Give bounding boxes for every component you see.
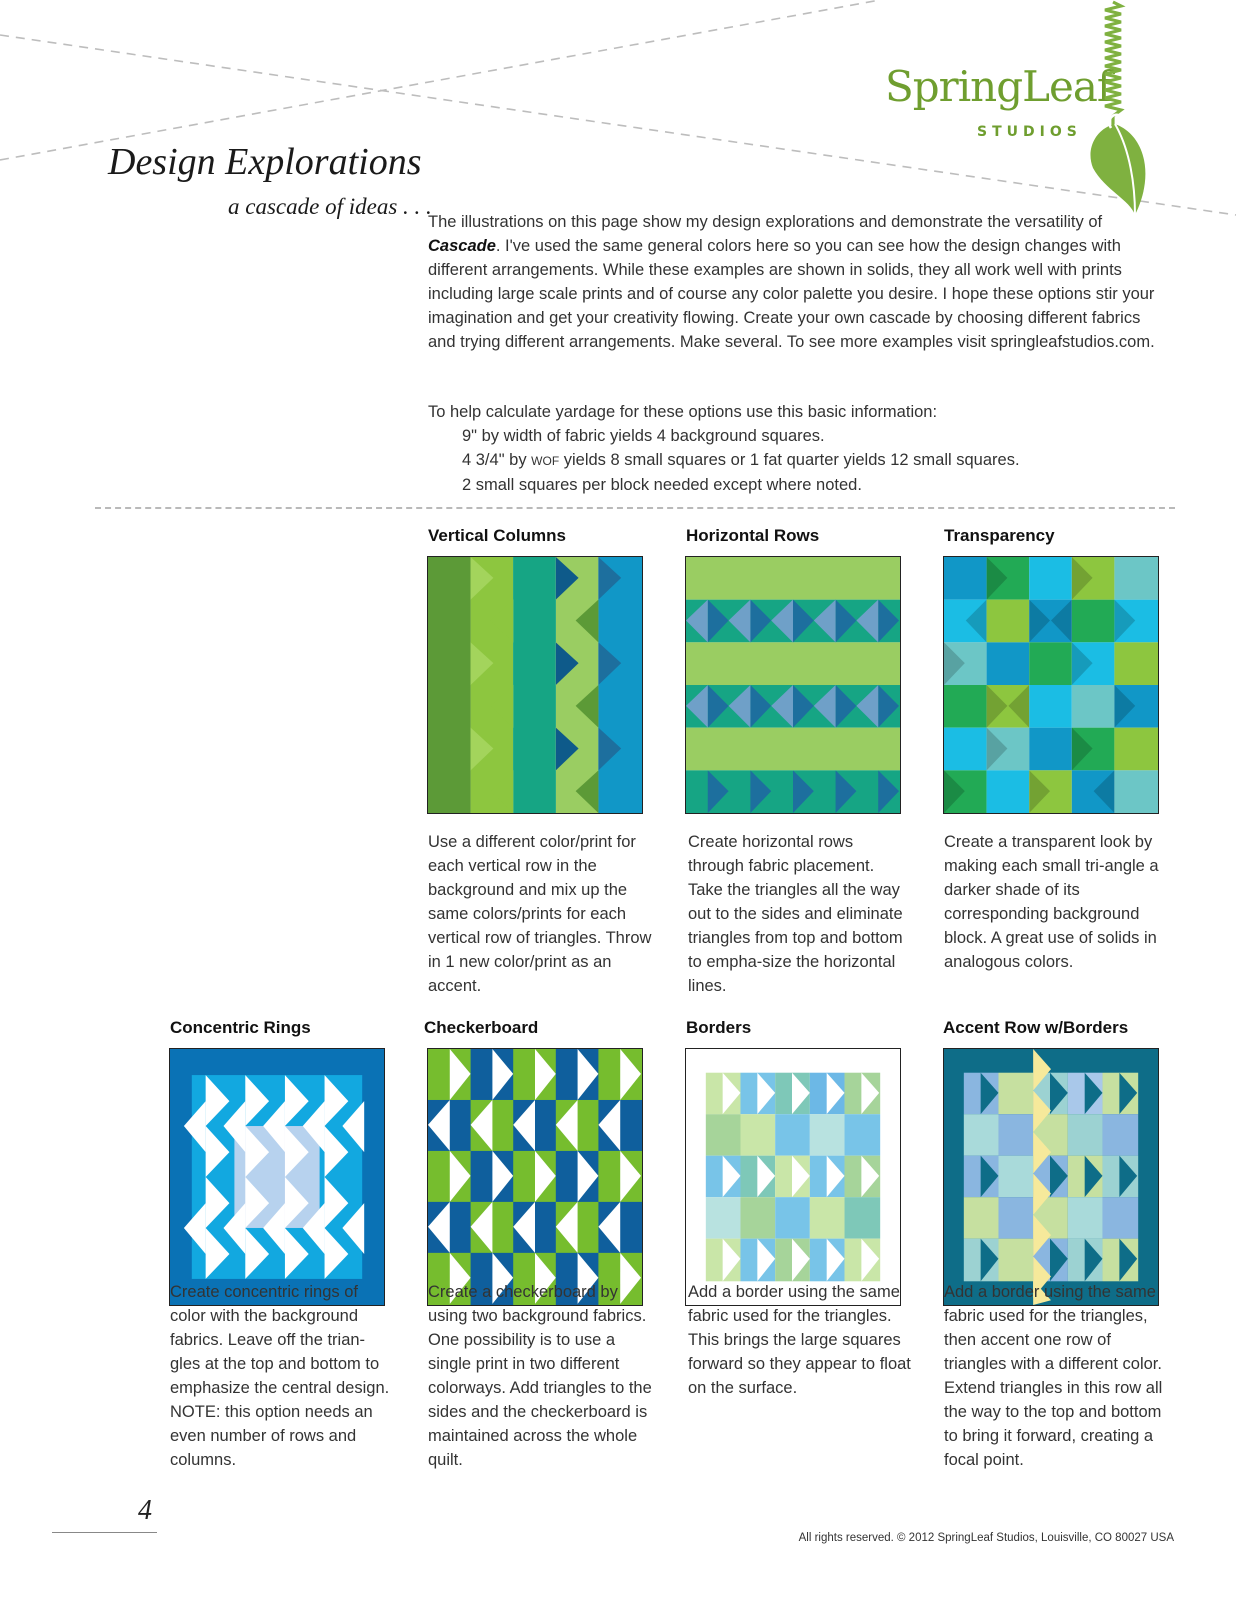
yardage-line-2 — [428, 448, 1168, 473]
page-subtitle: a cascade of ideas . . . — [228, 194, 432, 219]
vertical-columns-text: Use a different color/print for each vertical row in the background and mix up the same colors/prints for each vertical row of triangles. Throw in 1 new color/print as an accent. — [428, 833, 652, 995]
intro-emphasis: Cascade — [428, 237, 496, 255]
intro-paragraph — [428, 210, 1168, 354]
yardage-line-2a: 4 3/4" by — [462, 451, 532, 469]
borders-title: Borders — [686, 1018, 752, 1037]
spring-leaf-icon — [1085, 0, 1205, 240]
intro-text-before: The illustrations on this page show my design explorations and demonstrate the versatility of — [428, 213, 1103, 231]
intro-text-after: . I've used the same general colors here so you can see how the design changes with different arrangements. While these examples are shown in solids, they all work well with prints including large scale prints and of course any color palette you desire. I hope these options stir your imagination and get your creativity flowing. Create your own cascade by choosing different fabrics and trying different arrangements. Make several. To see more examples visit springleafstudios.com. — [428, 237, 1155, 351]
yardage-info — [428, 400, 1168, 497]
springleaf-logo — [880, 0, 1236, 245]
transparency-title: Transparency — [944, 526, 1055, 545]
checkerboard-text: Create a checkerboard by using two background fabrics. One possibility is to use a single print in two different colorways. Add triangles to the sides and the checkerboard is maintained across the whole quilt. — [428, 1283, 652, 1469]
yardage-wof: WOF — [531, 454, 560, 468]
transparency-text: Create a transparent look by making each small tri-angle a darker shade of its corresponding background block. A great use of solids in analogous colors. — [944, 833, 1159, 971]
transparency-quilt — [943, 556, 1159, 814]
concentric-rings-quilt — [169, 1048, 385, 1306]
logo-studios: STUDIOS — [977, 124, 1082, 140]
checkerboard-title: Checkerboard — [424, 1018, 539, 1037]
page-number: 4 — [138, 1495, 152, 1526]
concentric-rings-title: Concentric Rings — [170, 1018, 311, 1037]
borders-quilt — [685, 1048, 901, 1306]
horizontal-rows-title: Horizontal Rows — [686, 526, 820, 545]
yardage-line-2b: yields 8 small squares or 1 fat quarter yields 12 small squares. — [559, 451, 1020, 469]
borders-text: Add a border using the same fabric used for the triangles. This brings the large squares forward so they appear to float on the surface. — [688, 1283, 911, 1397]
vertical-columns-quilt — [427, 556, 643, 814]
logo-wordmark: SpringLeaf — [885, 62, 1112, 111]
accent-row-quilt — [943, 1048, 1159, 1306]
vertical-columns-title: Vertical Columns — [428, 526, 566, 545]
copyright-footer: All rights reserved. © 2012 SpringLeaf Studios, Louisville, CO 80027 USA — [798, 1532, 1174, 1544]
section-divider — [95, 507, 1175, 509]
yardage-line-3: 2 small squares per block needed except where noted. — [462, 476, 862, 494]
accent-row-text: Add a border using the same fabric used for the triangles, then accent one row of triangles with a different color. Extend triangles in this row all the way to the top and bottom to bring it forward, creating a focal point. — [944, 1283, 1163, 1469]
concentric-rings-text: Create concentric rings of color with the background fabrics. Leave off the trian-gles at the top and bottom to emphasize the central design. NOTE: this option needs an even number of rows and columns. — [170, 1283, 390, 1469]
checkerboard-quilt — [427, 1048, 643, 1306]
page-title: Design Explorations — [108, 141, 422, 183]
horizontal-rows-quilt — [685, 556, 901, 814]
yardage-line-1: 9" by width of fabric yields 4 background squares. — [462, 427, 825, 445]
accent-row-title: Accent Row w/Borders — [943, 1018, 1129, 1037]
page-number-rule — [52, 1532, 157, 1533]
yardage-lead: To help calculate yardage for these options use this basic information: — [428, 403, 938, 421]
horizontal-rows-text: Create horizontal rows through fabric placement. Take the triangles all the way out to the sides and eliminate triangles from top and bottom to empha-size the horizontal lines. — [688, 833, 903, 995]
